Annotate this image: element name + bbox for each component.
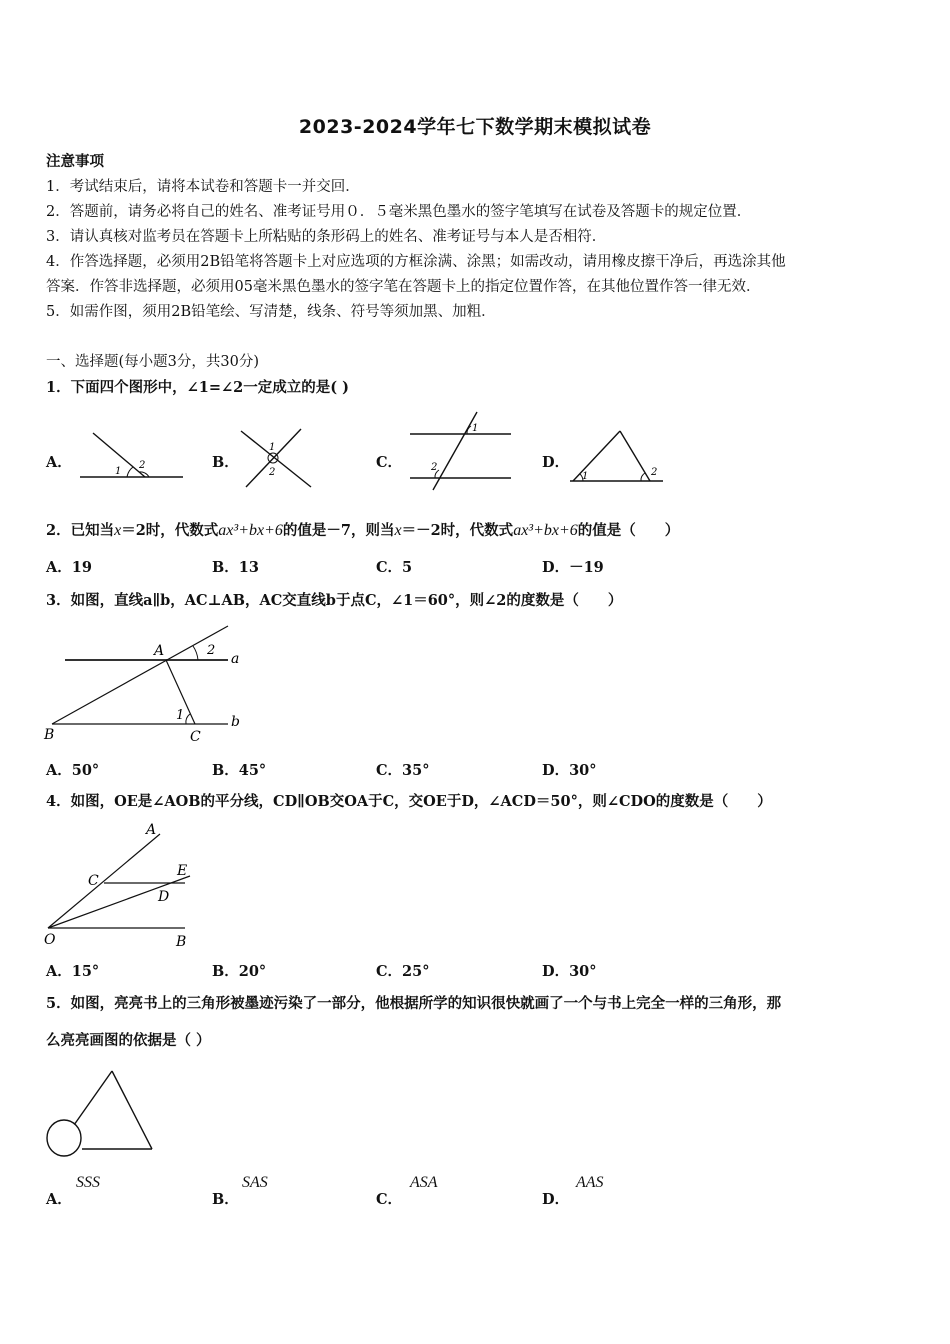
notice-item: 1．考试结束后，请将本试卷和答题卡一并交回． bbox=[46, 179, 360, 195]
q4-option-c: C．25° bbox=[376, 963, 430, 980]
q5-option-d-label: D． bbox=[542, 1191, 570, 1208]
q3-point-a: A bbox=[154, 643, 165, 659]
q4-option-a: A．15° bbox=[46, 963, 100, 980]
q1-option-b-label: B． bbox=[212, 454, 239, 471]
notice-heading: 注意事项 bbox=[46, 153, 104, 170]
q3-figure bbox=[40, 618, 255, 746]
notice-item: 3．请认真核对监考员在答题卡上所粘贴的条形码上的姓名、准考证号与本人是否相符． bbox=[46, 229, 607, 245]
question-5-stem-line1: 5．如图，亮亮书上的三角形被墨迹污染了一部分，他根据所学的知识很快就画了一个与书上完全一样的三角形，那 bbox=[46, 995, 782, 1012]
q4-point-o: O bbox=[44, 932, 56, 948]
q2-option-d: D．－19 bbox=[542, 559, 604, 576]
q5-option-b-label: B． bbox=[212, 1191, 239, 1208]
q3-angle-1: 1 bbox=[176, 708, 185, 723]
q4-point-b: B bbox=[176, 934, 187, 950]
q4-point-d: D bbox=[158, 889, 170, 905]
q5-option-a-label: A． bbox=[46, 1191, 72, 1208]
q3-line-b: b bbox=[231, 714, 240, 730]
q4-point-c: C bbox=[88, 873, 99, 889]
q1c-mark-2: 2 bbox=[431, 462, 438, 473]
q1-option-a-label: A． bbox=[46, 454, 72, 471]
q1-figure-c bbox=[405, 408, 515, 493]
q3-angle-2: 2 bbox=[207, 643, 216, 658]
question-5-stem-line2: 么亮亮画图的依据是（ ） bbox=[46, 1032, 211, 1049]
q5-option-d-value: AAS bbox=[576, 1174, 604, 1191]
question-4-stem: 4．如图，OE是∠AOB的平分线，CD∥OB交OA于C，交OE于D，∠ACD＝50°，则∠CDO的度数是（ ） bbox=[46, 793, 772, 810]
q3-option-c: C．35° bbox=[376, 762, 430, 779]
q5-option-b-value: SAS bbox=[242, 1174, 268, 1191]
q4-figure bbox=[40, 818, 200, 950]
question-1-stem: 1．下面四个图形中，∠1=∠2一定成立的是( ) bbox=[46, 379, 349, 396]
question-2-stem: 2．已知当x＝2时，代数式ax³+bx+6的值是－7，则当x＝－2时，代数式ax³+bx+6的值是（ ） bbox=[46, 522, 680, 539]
q5-option-c-value: ASA bbox=[410, 1174, 438, 1191]
q3-point-c: C bbox=[190, 729, 201, 745]
q1-figure-a bbox=[75, 425, 190, 485]
notice-item: 答案．作答非选择题，必须用05毫米黑色墨水的签字笔在答题卡上的指定位置作答，在其他位置作答一律无效． bbox=[46, 279, 761, 295]
q5-option-a-value: SSS bbox=[76, 1174, 100, 1191]
q1b-mark-1: 1 bbox=[269, 442, 276, 453]
section-heading: 一、选择题(每小题3分，共30分) bbox=[46, 354, 259, 370]
q3-option-d: D．30° bbox=[542, 762, 597, 779]
q1a-mark-1: 1 bbox=[115, 466, 122, 477]
q1d-mark-1: 1 bbox=[582, 471, 589, 482]
q5-figure bbox=[42, 1065, 162, 1160]
q2-option-c: C．5 bbox=[376, 559, 413, 576]
q4-point-a: A bbox=[146, 822, 157, 838]
notice-item: 4．作答选择题，必须用2B铅笔将答题卡上对应选项的方框涂满、涂黑；如需改动，请用橡皮擦干净后，再选涂其他 bbox=[46, 254, 786, 270]
notice-item: 5．如需作图，须用2B铅笔绘、写清楚，线条、符号等须加黑、加粗． bbox=[46, 304, 496, 320]
q1-option-c-label: C． bbox=[376, 454, 403, 471]
q1c-mark-1: 1 bbox=[472, 423, 479, 434]
q3-option-a: A．50° bbox=[46, 762, 100, 779]
q3-option-b: B．45° bbox=[212, 762, 267, 779]
q3-point-b: B bbox=[44, 727, 55, 743]
page-title: 2023-2024学年七下数学期末模拟试卷 bbox=[298, 116, 652, 138]
q2-option-b: B．13 bbox=[212, 559, 259, 576]
q5-option-c-label: C． bbox=[376, 1191, 403, 1208]
q4-option-d: D．30° bbox=[542, 963, 597, 980]
q4-point-e: E bbox=[177, 863, 188, 879]
q4-option-b: B．20° bbox=[212, 963, 267, 980]
ink-blot bbox=[47, 1120, 81, 1156]
q2-option-a: A．19 bbox=[46, 559, 92, 576]
q3-line-a: a bbox=[231, 651, 240, 667]
q1-figure-b bbox=[236, 425, 316, 491]
q1b-mark-2: 2 bbox=[269, 467, 276, 478]
q1a-mark-2: 2 bbox=[139, 460, 146, 471]
q1-figure-d bbox=[565, 425, 670, 487]
question-3-stem: 3．如图，直线a∥b，AC⊥AB，AC交直线b于点C，∠1＝60°，则∠2的度数是（ ） bbox=[46, 592, 623, 609]
q1-option-d-label: D． bbox=[542, 454, 570, 471]
q1d-mark-2: 2 bbox=[651, 467, 658, 478]
notice-item: 2．答题前，请务必将自己的姓名、准考证号用０．５毫米黑色墨水的签字笔填写在试卷及答题卡的规定位置． bbox=[46, 204, 752, 220]
